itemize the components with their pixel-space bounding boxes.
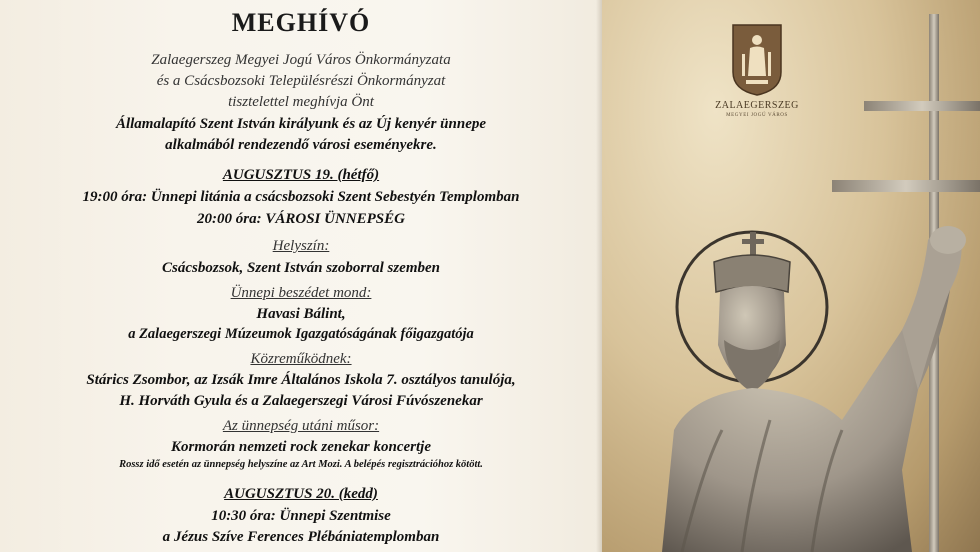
after-program: Kormorán nemzeti rock zenekar koncertje [170, 439, 431, 455]
occasion-line-2: alkalmából rendezendő városi eseményekre. [165, 137, 437, 153]
host-line-3: tisztelettel meghívja Önt [228, 94, 374, 110]
day2-event-2: a Jézus Szíve Ferences Plébániatemplomban [162, 529, 440, 545]
crest-city-name: ZALAEGERSZEG [715, 100, 799, 111]
city-coat-of-arms-icon [732, 24, 782, 96]
day2-event-1: 10:30 óra: Ünnepi Szentmise [211, 508, 391, 524]
contributors-line-2: H. Horváth Gyula és a Zalaegerszegi Városi Fúvószenekar [119, 393, 483, 409]
contributors-label: Közreműködnek: [250, 351, 352, 367]
day2-date: AUGUSZTUS 20. (kedd) [224, 486, 378, 502]
speaker-title: a Zalaegerszegi Múzeumok Igazgatóságának főigazgatója [128, 326, 474, 342]
venue: Csácsbozsok, Szent István szoborral szemben [162, 260, 440, 276]
statue-body [662, 270, 950, 552]
page-title: MEGHÍVÓ [231, 8, 371, 37]
weather-note: Rossz idő esetén az ünnepség helyszíne az Art Mozi. A belépés regisztrációhoz kötött. [119, 459, 483, 470]
statue-panel [602, 0, 980, 552]
venue-label: Helyszín: [272, 238, 330, 254]
day1-event-2: 20:00 óra: VÁROSI ÜNNEPSÉG [197, 211, 405, 227]
host-line-2: és a Csácsbozsoki Településrészi Önkormányzat [156, 73, 446, 89]
city-crest [697, 24, 817, 118]
crest-city-subtitle: MEGYEI JOGÚ VÁROS [726, 113, 788, 118]
double-cross-lower-bar [832, 180, 980, 192]
host-line-1: Zalaegerszeg Megyei Jogú Város Önkormányzata [151, 52, 451, 68]
occasion-line-1: Államalapító Szent István királyunk és az Új kenyér ünnepe [115, 116, 487, 132]
statue-hand [930, 226, 966, 254]
speech-label: Ünnepi beszédet mond: [230, 285, 372, 301]
day1-date: AUGUSZTUS 19. (hétfő) [222, 167, 380, 183]
contributors-line-1: Stárics Zsombor, az Izsák Imre Általános Iskola 7. osztályos tanulója, [86, 372, 516, 388]
after-program-label: Az ünnepség utáni műsor: [222, 418, 380, 434]
day1-event-1: 19:00 óra: Ünnepi litánia a csácsbozsoki Szent Sebestyén Templomban [82, 189, 520, 205]
speaker-name: Havasi Bálint, [256, 306, 346, 322]
double-cross-upper-bar [864, 101, 980, 111]
